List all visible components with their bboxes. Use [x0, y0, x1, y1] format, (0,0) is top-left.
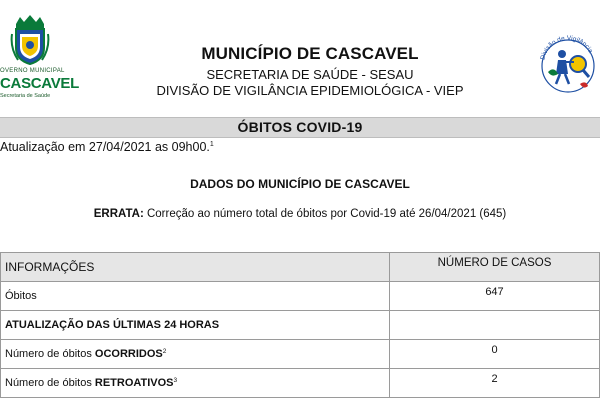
table-row [1, 340, 600, 369]
row-value-retroactive: 2 [390, 369, 600, 398]
update-text: Atualização em 27/04/2021 as 09h00. [0, 140, 210, 154]
errata-label: ERRATA: [93, 208, 144, 220]
row-value-last-24h [390, 311, 600, 340]
row-label-retroactive-prefix: Número de óbitos [5, 377, 95, 389]
row-value-deaths: 647 [390, 282, 600, 311]
table-row [1, 282, 600, 311]
document-header [0, 0, 600, 110]
banner-title: ÓBITOS COVID-19 [237, 119, 363, 135]
city-crest-icon [10, 14, 50, 66]
row-label-occurred-prefix: Número de óbitos [5, 348, 95, 360]
row-label-retroactive [1, 369, 390, 398]
row-label-deaths: Óbitos [1, 282, 390, 311]
header-cell-information: INFORMAÇÕES [1, 253, 390, 282]
section-banner [0, 117, 600, 138]
page-subtitle-division: DIVISÃO DE VIGILÂNCIA EPIDEMIOLÓGICA - VIEP [156, 83, 464, 98]
section-title: DADOS DO MUNICÍPIO DE CASCAVEL [190, 177, 410, 191]
logo-government-text: OVERNO MUNICIPAL [0, 68, 65, 74]
vigilance-division-logo [536, 24, 600, 102]
deaths-table [0, 252, 600, 398]
page-title: MUNICÍPIO DE CASCAVEL [201, 44, 419, 63]
cascavel-municipal-logo [0, 14, 80, 100]
row-retroactive-footnote-marker: 3 [173, 377, 178, 384]
row-label-last-24h: ATUALIZAÇÃO DAS ÚLTIMAS 24 HORAS [1, 311, 390, 340]
table-row [1, 311, 600, 340]
vigilance-logo-arc-text: Divisão de Vigilância [539, 34, 594, 61]
header-title-block [120, 44, 500, 98]
header-cell-case-count: NÚMERO DE CASOS [390, 253, 600, 282]
row-occurred-footnote-marker: 2 [162, 348, 167, 355]
page-subtitle-secretariat: SECRETARIA DE SAÚDE - SESAU [206, 67, 414, 82]
row-label-occurred [1, 340, 390, 369]
table-row [1, 369, 600, 398]
row-label-occurred-bold: OCORRIDOS [94, 348, 163, 360]
logo-city-text: CASCAVEL [0, 75, 79, 92]
logo-secretariat-text: Secretaria de Saúde [0, 93, 51, 99]
errata-line [0, 208, 600, 220]
update-line [0, 140, 214, 154]
errata-text: Correção ao número total de óbitos por Covid-19 até 26/04/2021 (645) [143, 208, 507, 220]
row-value-occurred: 0 [390, 340, 600, 369]
table-header-row [1, 253, 600, 282]
row-label-retroactive-bold: RETROATIVOS [94, 377, 174, 389]
update-footnote-marker: 1 [209, 141, 214, 148]
